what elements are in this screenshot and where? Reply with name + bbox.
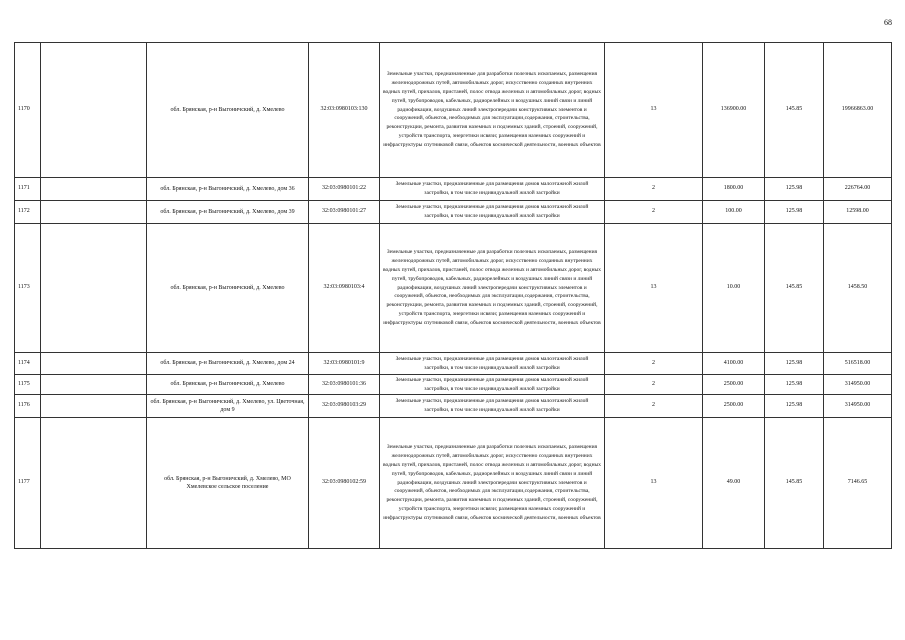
area-cell: 4100.00 <box>703 353 765 375</box>
purpose-code-cell: 13 <box>605 224 703 353</box>
area-cell: 2500.00 <box>703 375 765 395</box>
cadastral-number-cell: 32:03:0980103:4 <box>309 224 380 353</box>
address-cell: обл. Брянская, р-н Выгоничский, д. Хмелево, дом 24 <box>147 353 309 375</box>
cadastral-number-cell: 32:03:0980103:130 <box>309 43 380 178</box>
area-cell: 49.00 <box>703 418 765 549</box>
purpose-code-cell: 13 <box>605 418 703 549</box>
row-number: 1174 <box>15 353 41 375</box>
spacer-cell <box>41 353 147 375</box>
table-body <box>15 43 892 549</box>
purpose-code-cell: 2 <box>605 178 703 201</box>
area-cell: 100.00 <box>703 201 765 224</box>
table-row <box>15 418 892 549</box>
purpose-code-cell: 13 <box>605 43 703 178</box>
address-cell: обл. Брянская, р-н Выгоничский, д. Хмелево, МО Хмелевское сельское поселение <box>147 418 309 549</box>
specific-value-cell: 125.98 <box>765 353 824 375</box>
cadastral-value-cell: 516518.00 <box>824 353 892 375</box>
cadastral-number-cell: 32:03:0980101:27 <box>309 201 380 224</box>
land-purpose-cell: Земельные участки, предназначенные для размещения домов малоэтажной жилой застройки, в том числе индивидуальной жилой застройки <box>380 395 605 418</box>
purpose-code-cell: 2 <box>605 395 703 418</box>
area-cell: 10.00 <box>703 224 765 353</box>
table-row <box>15 353 892 375</box>
address-cell: обл. Брянская, р-н Выгоничский, д. Хмелево, ул. Цветочная, дом 9 <box>147 395 309 418</box>
table-row <box>15 375 892 395</box>
area-cell: 136900.00 <box>703 43 765 178</box>
spacer-cell <box>41 418 147 549</box>
spacer-cell <box>41 178 147 201</box>
address-cell: обл. Брянская, р-н Выгоничский, д. Хмелево <box>147 43 309 178</box>
spacer-cell <box>41 201 147 224</box>
row-number: 1177 <box>15 418 41 549</box>
table-row <box>15 395 892 418</box>
land-purpose-cell: Земельные участки, предназначенные для разработки полезных ископаемых, размещения железнодорожных путей, автомобильных дорог, искусственно созданных внутренних водных путей, причалов, пристаней, полос отвода железных и автомобильных дорог, водных путей, трубопроводов, кабельных, радиорелейных и воздушных линий связи и линий радиофикации, воздушных линий электропередачи конструктивных элементов и сооружений, объектов, необходимых для эксплуатации,содержания, строительства, реконструкции, ремонта, развития наземных и подземных зданий, строений, сооружений, устройств транспорта, энергетики исвязи; размещения наземных сооружений и инфраструктуры спутниковой связи, объектов космической деятельности, военных объектов <box>380 418 605 549</box>
row-number: 1170 <box>15 43 41 178</box>
purpose-code-cell: 2 <box>605 353 703 375</box>
area-cell: 2500.00 <box>703 395 765 418</box>
land-parcels-table <box>14 42 892 549</box>
specific-value-cell: 125.98 <box>765 201 824 224</box>
cadastral-number-cell: 32:03:0980103:29 <box>309 395 380 418</box>
cadastral-value-cell: 314950.00 <box>824 375 892 395</box>
cadastral-value-cell: 19966863.00 <box>824 43 892 178</box>
table-row <box>15 178 892 201</box>
land-purpose-cell: Земельные участки, предназначенные для размещения домов малоэтажной жилой застройки, в том числе индивидуальной жилой застройки <box>380 353 605 375</box>
cadastral-value-cell: 226764.00 <box>824 178 892 201</box>
spacer-cell <box>41 395 147 418</box>
land-purpose-cell: Земельные участки, предназначенные для размещения домов малоэтажной жилой застройки, в том числе индивидуальной жилой застройки <box>380 178 605 201</box>
area-cell: 1800.00 <box>703 178 765 201</box>
spacer-cell <box>41 43 147 178</box>
page-number: 68 <box>884 18 892 27</box>
specific-value-cell: 145.85 <box>765 43 824 178</box>
purpose-code-cell: 2 <box>605 201 703 224</box>
cadastral-value-cell: 12598.00 <box>824 201 892 224</box>
address-cell: обл. Брянская, р-н Выгоничский, д. Хмелево, дом 39 <box>147 201 309 224</box>
land-purpose-cell: Земельные участки, предназначенные для размещения домов малоэтажной жилой застройки, в том числе индивидуальной жилой застройки <box>380 375 605 395</box>
specific-value-cell: 125.98 <box>765 395 824 418</box>
table-row <box>15 43 892 178</box>
cadastral-number-cell: 32:03:0980101:36 <box>309 375 380 395</box>
address-cell: обл. Брянская, р-н Выгоничский, д. Хмелево <box>147 224 309 353</box>
row-number: 1171 <box>15 178 41 201</box>
row-number: 1172 <box>15 201 41 224</box>
row-number: 1176 <box>15 395 41 418</box>
table-row <box>15 224 892 353</box>
address-cell: обл. Брянская, р-н Выгоничский, д. Хмелево <box>147 375 309 395</box>
row-number: 1175 <box>15 375 41 395</box>
specific-value-cell: 125.98 <box>765 375 824 395</box>
specific-value-cell: 145.85 <box>765 418 824 549</box>
row-number: 1173 <box>15 224 41 353</box>
address-cell: обл. Брянская, р-н Выгоничский, д. Хмелево, дом 36 <box>147 178 309 201</box>
cadastral-number-cell: 32:03:0980101:22 <box>309 178 380 201</box>
specific-value-cell: 145.85 <box>765 224 824 353</box>
land-purpose-cell: Земельные участки, предназначенные для размещения домов малоэтажной жилой застройки, в том числе индивидуальной жилой застройки <box>380 201 605 224</box>
cadastral-value-cell: 314950.00 <box>824 395 892 418</box>
table-row <box>15 201 892 224</box>
specific-value-cell: 125.98 <box>765 178 824 201</box>
cadastral-value-cell: 7146.65 <box>824 418 892 549</box>
cadastral-number-cell: 32:03:0980101:9 <box>309 353 380 375</box>
cadastral-number-cell: 32:03:0980102:59 <box>309 418 380 549</box>
purpose-code-cell: 2 <box>605 375 703 395</box>
land-purpose-cell: Земельные участки, предназначенные для разработки полезных ископаемых, размещения железнодорожных путей, автомобильных дорог, искусственно созданных внутренних водных путей, причалов, пристаней, полос отвода железных и автомобильных дорог, водных путей, трубопроводов, кабельных, радиорелейных и воздушных линий связи и линий радиофикации, воздушных линий электропередачи конструктивных элементов и сооружений, объектов, необходимых для эксплуатации,содержания, строительства, реконструкции, ремонта, развития наземных и подземных зданий, строений, сооружений, устройств транспорта, энергетики исвязи; размещения наземных сооружений и инфраструктуры спутниковой связи, объектов космической деятельности, военных объектов <box>380 224 605 353</box>
land-purpose-cell: Земельные участки, предназначенные для разработки полезных ископаемых, размещения железнодорожных путей, автомобильных дорог, искусственно созданных внутренних водных путей, причалов, пристаней, полос отвода железных и автомобильных дорог, водных путей, трубопроводов, кабельных, радиорелейных и воздушных линий связи и линий радиофикации, воздушных линий электропередачи конструктивных элементов и сооружений, объектов, необходимых для эксплуатации,содержания, строительства, реконструкции, ремонта, развития наземных и подземных зданий, строений, сооружений, устройств транспорта, энергетики исвязи; размещения наземных сооружений и инфраструктуры спутниковой связи, объектов космической деятельности, военных объектов <box>380 43 605 178</box>
spacer-cell <box>41 224 147 353</box>
spacer-cell <box>41 375 147 395</box>
cadastral-value-cell: 1458.50 <box>824 224 892 353</box>
